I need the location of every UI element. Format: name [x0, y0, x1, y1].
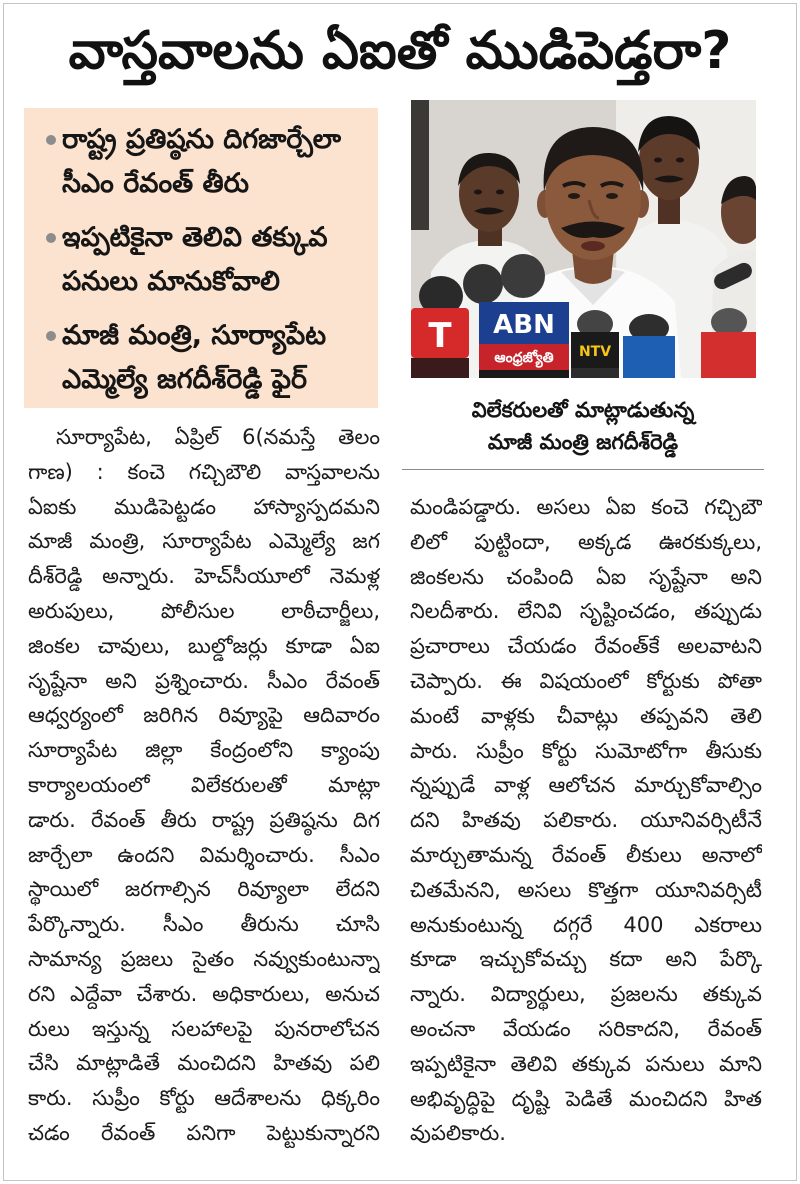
headline: వాస్తవాలను ఏఐతో ముడిపెడ్తరా?: [68, 21, 732, 81]
press-meet-photo: [411, 100, 756, 378]
article-line: న్నారు. విద్యార్థులు, ప్రజలను తక్కువ: [410, 982, 762, 1007]
bullet-icon: [46, 233, 56, 243]
article-line: సృష్టేనా అని ప్రశ్నించారు. సీఎం రేవంత్: [28, 668, 380, 693]
highlight-line: ఇప్పటికైనా తెలివి తక్కువ: [62, 222, 328, 253]
article-column-left: [28, 420, 380, 1151]
article-line: స్థాయిలో జరగాల్సిన రివ్యూలా లేదని: [28, 877, 380, 902]
photo-caption: [402, 388, 764, 470]
article-line: మండిపడ్డారు. అసలు ఏఐ కంచె గచ్చిబౌ: [410, 495, 762, 519]
microphone-abn: [479, 302, 569, 378]
mic-label-t: T: [428, 316, 452, 356]
article-line: డారు. రేవంత్ తీరు రాష్ట్ర ప్రతిష్ఠను దిగ: [28, 807, 380, 832]
article-line: రని ఎద్దేవా చేశారు. అధికారులు, అనుచ: [28, 981, 380, 1006]
article-line: ఇప్పటికైనా తెలివి తక్కువ పనులు మాని: [410, 1051, 762, 1076]
article-line: మార్చుతామన్న రేవంత్ లీకులు అనాలో: [410, 842, 762, 867]
article-line: జార్చేలా ఉందని విమర్శించారు. సీఎం: [28, 842, 380, 867]
article-line: దని హితవు పలికారు. యూనివర్సిటీనే: [410, 808, 762, 833]
mic-label-ntv: NTV: [578, 344, 612, 360]
mic-label-abn-sub: ఆంధ్రజ్యోతి: [494, 350, 554, 366]
article-line: అంచనా వేయడం సరికాదని, రేవంత్: [410, 1016, 762, 1041]
article-line: పేర్కొన్నారు. సీఎం తీరును చూసి: [28, 912, 380, 937]
article-line: మంటే వాళ్లకు చీవాట్లు తప్పవని తెలి: [410, 703, 762, 728]
article-line: కార్యాలయంలో విలేకరులతో మాట్లా: [28, 772, 380, 797]
bullet-icon: [46, 135, 56, 145]
mic-label-abn: ABN: [493, 310, 555, 340]
microphone-t: [411, 276, 469, 378]
article-line: సూర్యాపేట జిల్లా కేంద్రంలోని క్యాంపు: [28, 738, 380, 763]
article-line: జింకల చావులు, బుల్డోజర్లు కూడా ఏఐ: [28, 633, 380, 658]
article-line: జింకలను చంపింది ఏఐ సృష్టేనా అని: [410, 564, 762, 589]
highlight-item: [24, 314, 378, 402]
article-line: వుపలికారు.: [410, 1121, 506, 1146]
article-line: దీశ్‌రెడ్డి అన్నారు. హెచ్‌సీయూలో నెమళ్ల: [28, 564, 380, 589]
article-line: గాణ) : కంచె గచ్చిబౌలి వాస్తవాలను: [28, 459, 380, 484]
article-line: కూడా ఇచ్చుకోవచ్చు కదా అని పేర్కొ: [410, 947, 762, 972]
article-line: అనుకుంటున్న దగ్గరే 400 ఎకరాలు: [410, 912, 762, 937]
caption-line: మాజీ మంత్రి జగదీశ్‌రెడ్డి: [487, 430, 679, 454]
caption-line: విలేకరులతో మాట్లాడుతున్న: [471, 398, 695, 422]
highlights-box: [24, 108, 378, 408]
article-line: ఆధ్వర్యంలో జరిగిన రివ్యూపై ఆదివారం: [28, 703, 380, 728]
highlight-item: [24, 118, 378, 206]
article-line: చడం రేవంత్ పనిగా పెట్టుకున్నారని: [28, 1120, 380, 1145]
article-line: సామాన్య ప్రజలు సైతం నవ్వుకుంటున్నా: [28, 946, 380, 971]
highlight-line: పనులు మానుకోవాలి: [62, 266, 280, 297]
article-line: నిలదీశారు. లేనివి సృష్టించడం, తప్పుడు: [410, 599, 762, 624]
article-line: సూర్యాపేట, ఏప్రిల్ 6(నమస్తే తెలం: [56, 425, 380, 449]
article-column-right: [410, 490, 762, 1151]
microphone-blue: [623, 314, 675, 378]
bullet-icon: [46, 331, 56, 341]
news-photo: [411, 100, 756, 378]
article-line: చెప్పారు. ఈ విషయంలో కోర్టుకు పోతా: [410, 668, 762, 693]
article-line: అరుపులు, పోలీసుల లాఠీచార్జీలు,: [28, 598, 380, 623]
article-line: లిలో పుట్టిందా, అక్కడ ఊరకుక్కలు,: [410, 529, 762, 554]
highlight-line: సీఎం రేవంత్ తీరు: [62, 168, 250, 199]
article-line: అభివృద్ధిపై దృష్టి పెడితే మంచిదని హిత: [410, 1086, 762, 1111]
article-line: ప్రచారాలు చేయడం రేవంత్‌కే అలవాటని: [410, 634, 762, 659]
highlight-line: మాజీ మంత్రి, సూర్యాపేట: [62, 320, 327, 351]
article-line: చేసి మాట్లాడితే మంచిదని హితవు పలి: [28, 1051, 380, 1076]
article-line: న్నప్పుడే వాళ్ల ఆలోచన మార్చుకోవాల్సిం: [410, 773, 762, 798]
highlight-line: రాష్ట్ర ప్రతిష్ఠను దిగజార్చేలా: [62, 124, 342, 155]
article-line: రులు ఇస్తున్న సలహాలపై పునరాలోచన: [28, 1016, 380, 1041]
highlight-item: [24, 216, 378, 304]
highlight-line: ఎమ్మెల్యే జగదీశ్‌రెడ్డి ఫైర్: [62, 364, 308, 395]
article-line: పారు. సుప్రీం కోర్టు సుమోటోగా తీసుకు: [410, 738, 762, 763]
article-line: ఏఐకు ముడిపెట్టడం హాస్యాస్పదమని: [28, 494, 380, 519]
article-line: చితమేనని, అసలు కొత్తగా యూనివర్సిటీ: [410, 877, 762, 902]
article-line: కారు. సుప్రీం కోర్టు ఆదేశాలను ధిక్కరిం: [28, 1086, 380, 1111]
article-line: మాజీ మంత్రి, సూర్యాపేట ఎమ్మెల్యే జగ: [28, 529, 380, 554]
microphone-ntv: [571, 310, 619, 378]
